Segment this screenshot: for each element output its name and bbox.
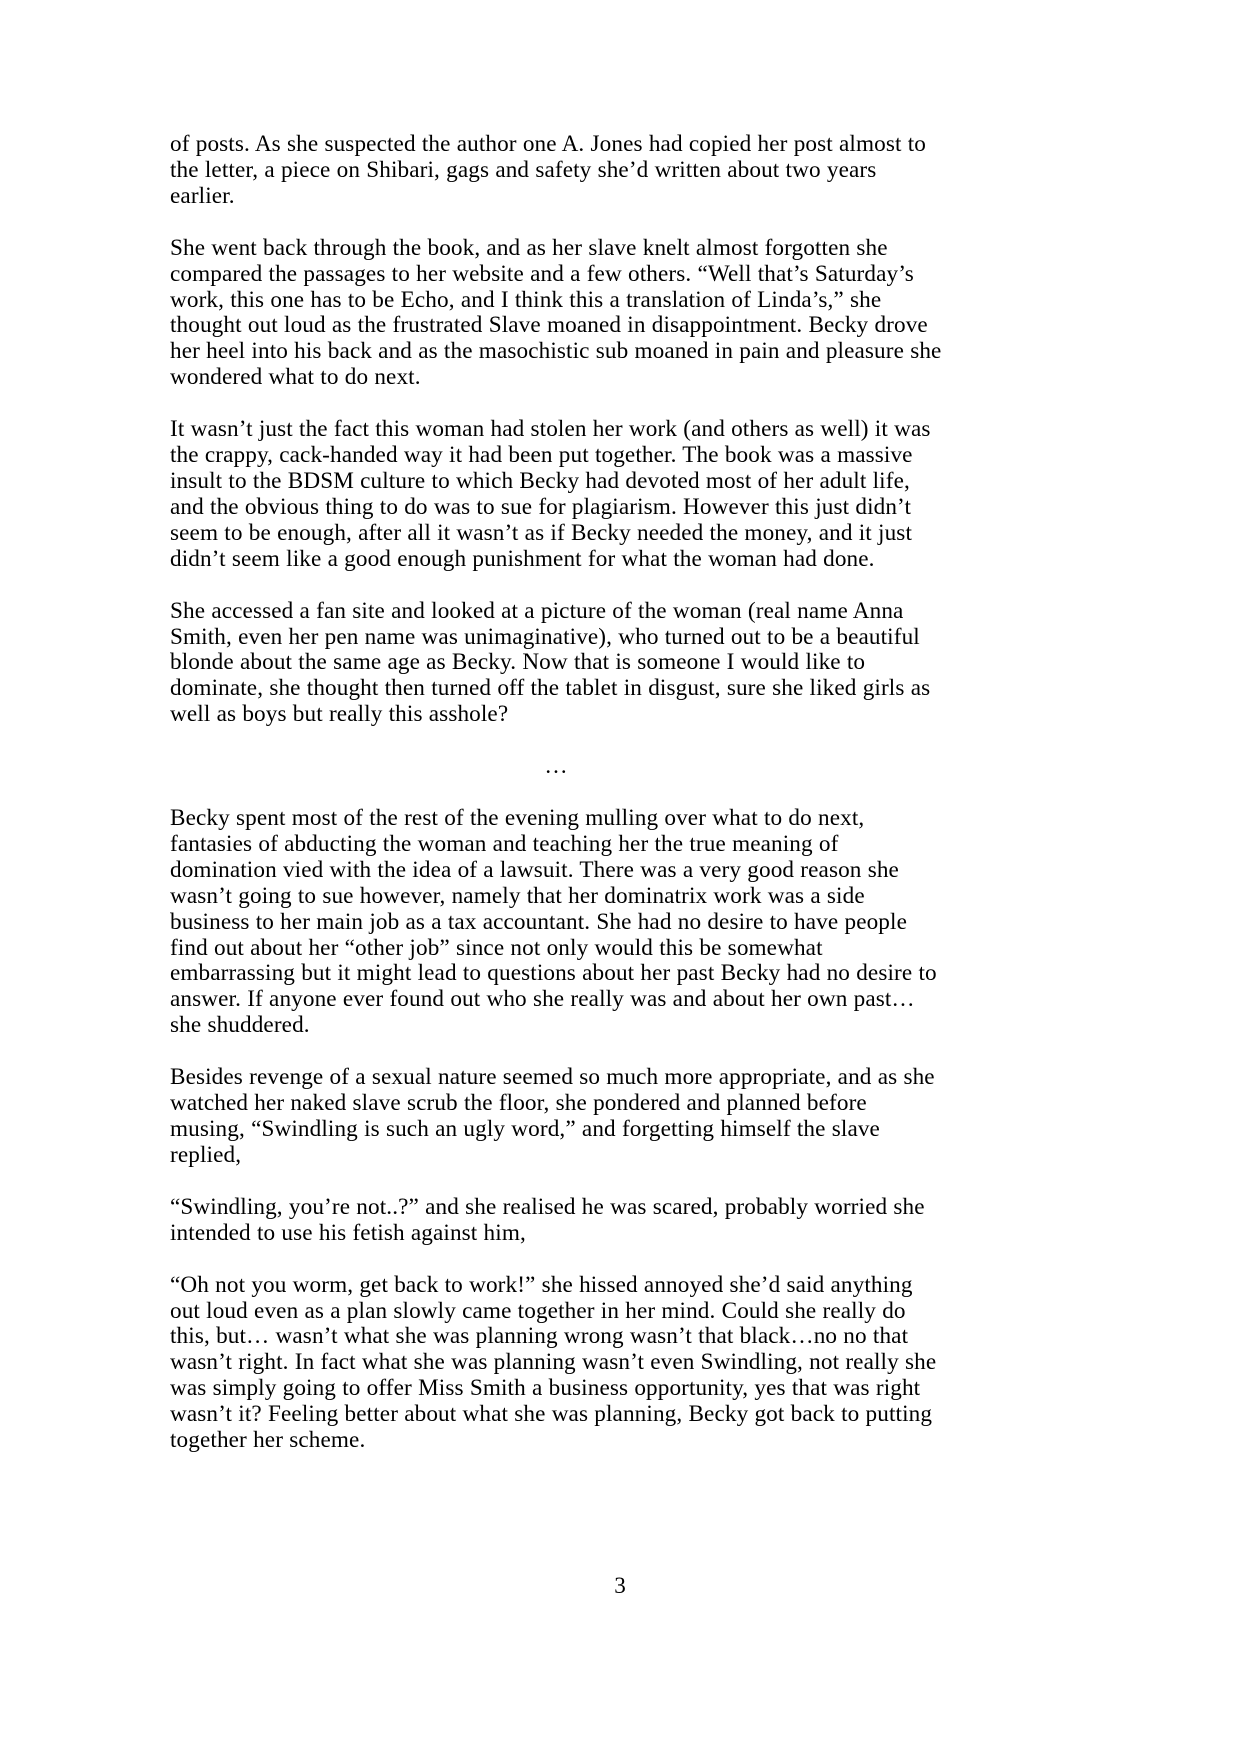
paragraph: She went back through the book, and as her slave knelt almost forgotten she compared the passages to her website and a few others. “Well that’s Saturday’s work, this one has to be Echo, and I think this a translation of Linda’s,” she thought out loud as the frustrated Slave moaned in disappointment. Becky drove her heel into his back and as the masochistic sub moaned in pain and pleasure she wondered what to do next. bbox=[170, 234, 942, 391]
paragraph: Besides revenge of a sexual nature seemed so much more appropriate, and as she watched her naked slave scrub the floor, she pondered and planned before musing, “Swindling is such an ugly word,” and forgetting himself the slave replied, bbox=[170, 1064, 935, 1168]
paragraph: Becky spent most of the rest of the evening mulling over what to do next, fantasies of abducting the woman and teaching her the true meaning of domination vied with the idea of a lawsuit. There was a very good reason she wasn’t going to sue however, namely that her dominatrix work was a side business to her main job as a tax accountant. She had no desire to have people find out about her “other job” since not only would this be somewhat embarrassing but it might lead to questions about her past Becky had no desire to answer. If anyone ever found out who she really was and about her own past…she shuddered. bbox=[170, 805, 937, 1039]
body-text-column bbox=[170, 132, 942, 1454]
paragraph: “Swindling, you’re not..?” and she realised he was scared, probably worried she intended to use his fetish against him, bbox=[170, 1193, 925, 1246]
paragraph: of posts. As she suspected the author one A. Jones had copied her post almost to the letter, a piece on Shibari, gags and safety she’d written about two years earlier. bbox=[170, 131, 926, 209]
paragraph: She accessed a fan site and looked at a picture of the woman (real name Anna Smith, even her pen name was unimaginative), who turned out to be a beautiful blonde about the same age as Becky. Now that is someone I would like to dominate, she thought then turned off the tablet in disgust, sure she liked girls as well as boys but really this asshole? bbox=[170, 597, 931, 728]
paragraph: It wasn’t just the fact this woman had stolen her work (and others as well) it was the crappy, cack-handed way it had been put together. The book was a massive insult to the BDSM culture to which Becky had devoted most of her adult life, and the obvious thing to do was to sue for plagiarism. However this just didn’t seem to be enough, after all it wasn’t as if Becky needed the money, and it just didn’t seem like a good enough punishment for what the woman had done. bbox=[170, 416, 931, 572]
paragraph: “Oh not you worm, get back to work!” she hissed annoyed she’d said anything out loud even as a plan slowly came together in her mind. Could she really do this, but… wasn’t what she was planning wrong wasn’t that black…no no that wasn’t right. In fact what she was planning wasn’t even Swindling, not really she was simply going to offer Miss Smith a business opportunity, yes that was right wasn’t it? Feeling better about what she was planning, Becky got back to putting together her scheme. bbox=[170, 1271, 937, 1454]
page-number: 3 bbox=[614, 1573, 626, 1599]
section-break-ellipsis: … bbox=[544, 753, 568, 780]
